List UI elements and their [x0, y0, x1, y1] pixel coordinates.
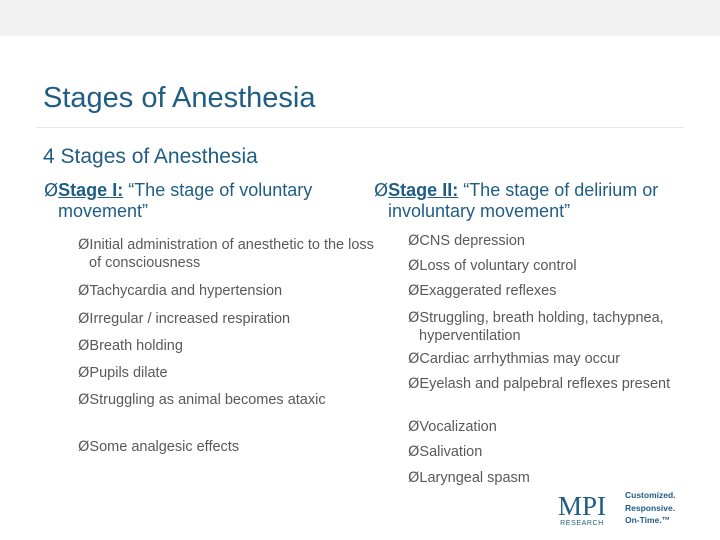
- list-item: ØBreath holding: [78, 338, 183, 354]
- list-item: ØPupils dilate: [78, 365, 168, 381]
- bullet-arrow-icon: Ø: [374, 180, 389, 201]
- bullet-arrow-icon: Ø: [78, 237, 90, 253]
- slide-title: Stages of Anesthesia: [43, 82, 316, 114]
- bullet-arrow-icon: Ø: [78, 283, 90, 299]
- bullet-arrow-icon: Ø: [408, 351, 420, 367]
- bullet-arrow-icon: Ø: [78, 311, 90, 327]
- list-item: ØInitial administration of anesthetic to the loss of consciousness: [78, 237, 374, 271]
- mpi-logo-mark: [551, 489, 613, 527]
- bullet-arrow-icon: Ø: [408, 376, 420, 392]
- logo-name: MPI: [557, 491, 607, 521]
- stage-2-label: Stage II:: [388, 180, 459, 200]
- list-item: ØCNS depression: [408, 233, 525, 249]
- list-item: ØCardiac arrhythmias may occur: [408, 351, 621, 367]
- bullet-arrow-icon: Ø: [408, 419, 420, 435]
- bullet-arrow-icon: Ø: [78, 365, 90, 381]
- stage-1-column: [44, 180, 374, 455]
- bullet-arrow-icon: Ø: [408, 283, 420, 299]
- list-item: ØEyelash and palpebral reflexes present: [408, 376, 671, 392]
- list-item: ØStruggling, breath holding, tachypnea, hyperventilation: [408, 310, 664, 344]
- bullet-arrow-icon: Ø: [408, 233, 420, 249]
- stage-1-heading: [44, 180, 360, 222]
- list-item: ØExaggerated reflexes: [408, 283, 557, 299]
- stage-2-description: “The stage of delirium or involuntary movement”: [388, 180, 659, 221]
- mpi-research-logo: [551, 489, 681, 529]
- bullet-arrow-icon: Ø: [408, 258, 420, 274]
- bullet-arrow-icon: Ø: [78, 392, 90, 408]
- bullet-arrow-icon: Ø: [408, 310, 420, 326]
- slide-subtitle: 4 Stages of Anesthesia: [43, 145, 258, 168]
- title-divider: [36, 127, 684, 128]
- bullet-arrow-icon: Ø: [44, 180, 59, 201]
- stage-2-heading: [374, 180, 674, 222]
- stage-1-label: Stage I:: [58, 180, 124, 200]
- list-item: ØSome analgesic effects: [78, 439, 240, 455]
- list-item: ØVocalization: [408, 419, 497, 435]
- list-item: ØSalivation: [408, 444, 483, 460]
- stage-2-column: [374, 180, 674, 486]
- bullet-arrow-icon: Ø: [78, 439, 90, 455]
- list-item: ØStruggling as animal becomes ataxic: [78, 392, 326, 408]
- stage-1-description: “The stage of voluntary movement”: [58, 180, 313, 221]
- list-item: ØIrregular / increased respiration: [78, 311, 291, 327]
- list-item: ØLoss of voluntary control: [408, 258, 577, 274]
- top-band: [0, 0, 720, 36]
- list-item: ØLaryngeal spasm: [408, 470, 530, 486]
- list-item: ØTachycardia and hypertension: [78, 283, 283, 299]
- logo-sub: RESEARCH: [560, 520, 604, 527]
- logo-tagline: Customized. Responsive. On-Time.™: [625, 490, 676, 525]
- bullet-arrow-icon: Ø: [78, 338, 90, 354]
- bullet-arrow-icon: Ø: [408, 444, 420, 460]
- bullet-arrow-icon: Ø: [408, 470, 420, 486]
